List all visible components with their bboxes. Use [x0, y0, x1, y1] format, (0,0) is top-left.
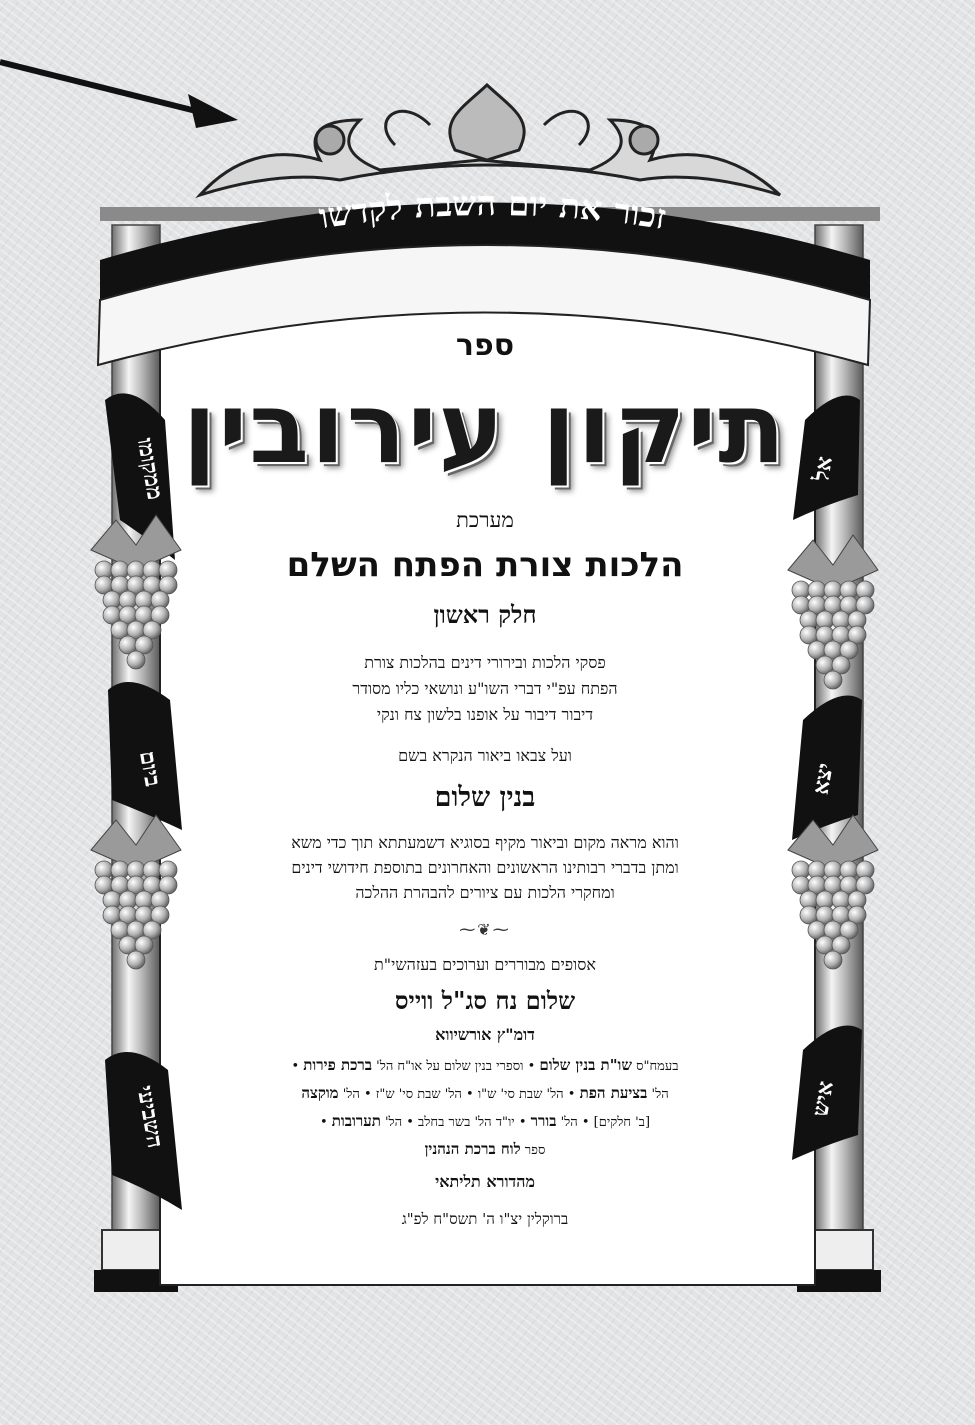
grape	[824, 671, 842, 689]
works-line: [ב' חלקים] • הל' בורר • יו"ד הל' בשר בחלב • הל' תערובות •	[319, 1112, 651, 1130]
commentary-intro: ועל צבאו ביאור הנקרא בשם	[398, 746, 572, 765]
book-title: תיקון עירובין	[182, 372, 788, 486]
author-name: שלום נח סג"ל ווייס	[394, 986, 576, 1015]
description-line: הפתח עפ"י דברי השו"ע ונושאי כליו מסודר	[352, 679, 618, 698]
right-ribbon-3: איש	[807, 1079, 839, 1119]
commentary-line: והוא מראה מקום וביאור מקיף בסוגיא דשמעתתא תוך כדי משא	[291, 833, 679, 852]
commentary-line: ומחקרי הלכות עם ציורים להבהרת ההלכה	[355, 883, 615, 902]
part-label: חלק ראשון	[433, 600, 537, 629]
commentary-description	[165, 830, 805, 905]
ornament-divider: ⁓❦⁓	[459, 920, 511, 939]
works-line: הל' בציעת הפת • הל' שבת סי' ש"ו • הל' שבת סי' ש"ז • הל' מוקצה	[301, 1084, 669, 1102]
grape	[127, 651, 145, 669]
sefer-label: ספר	[455, 328, 515, 363]
title-page	[165, 300, 805, 1285]
maarechet-label: מערכת	[456, 508, 514, 532]
edition-label: מהדורא תליתאי	[435, 1172, 535, 1191]
left-ribbon-3: השביעי	[131, 1083, 169, 1150]
works-line: בעמח"ס שו"ת בנין שלום • וספרי בנין שלום על או"ח הל' ברכת פירות •	[291, 1056, 679, 1074]
arrow-icon	[0, 62, 238, 128]
commentary-name: בנין שלום	[434, 782, 536, 813]
right-ribbon-1: אל	[808, 454, 839, 484]
grape	[824, 951, 842, 969]
left-ribbon-1: ממקומו	[131, 435, 169, 502]
compiled-by: אסופים מבוררים וערוכים בעזהשי"ת	[374, 955, 596, 974]
crest-ornament	[200, 85, 780, 195]
author-works	[165, 1052, 805, 1164]
commentary-line: ומתן בדברי רבותינו הראשונים והאחרונים בתוספת חידושי דינים	[291, 858, 679, 877]
left-ribbon-2: ביום	[133, 748, 166, 789]
banner-text: זכור את יום השבת לקדשו	[316, 183, 669, 238]
works-line: ספר לוח ברכת הנהנין	[424, 1140, 546, 1158]
description-line: דיבור דיבור על אופנו בלשון צח ונקי	[376, 705, 594, 724]
description-line: פסקי הלכות ובירורי דינים בהלכות צורת	[364, 653, 606, 672]
description	[165, 650, 805, 728]
publication-info: ברוקלין יצ"ו ה' תשס"ח לפ"ג	[401, 1210, 569, 1228]
author-place: דומ"ץ אורשיווא	[435, 1025, 535, 1044]
book-subtitle: הלכות צורת הפתח השלם	[286, 545, 684, 585]
grape	[127, 951, 145, 969]
right-ribbon-2: יצא	[807, 761, 839, 797]
